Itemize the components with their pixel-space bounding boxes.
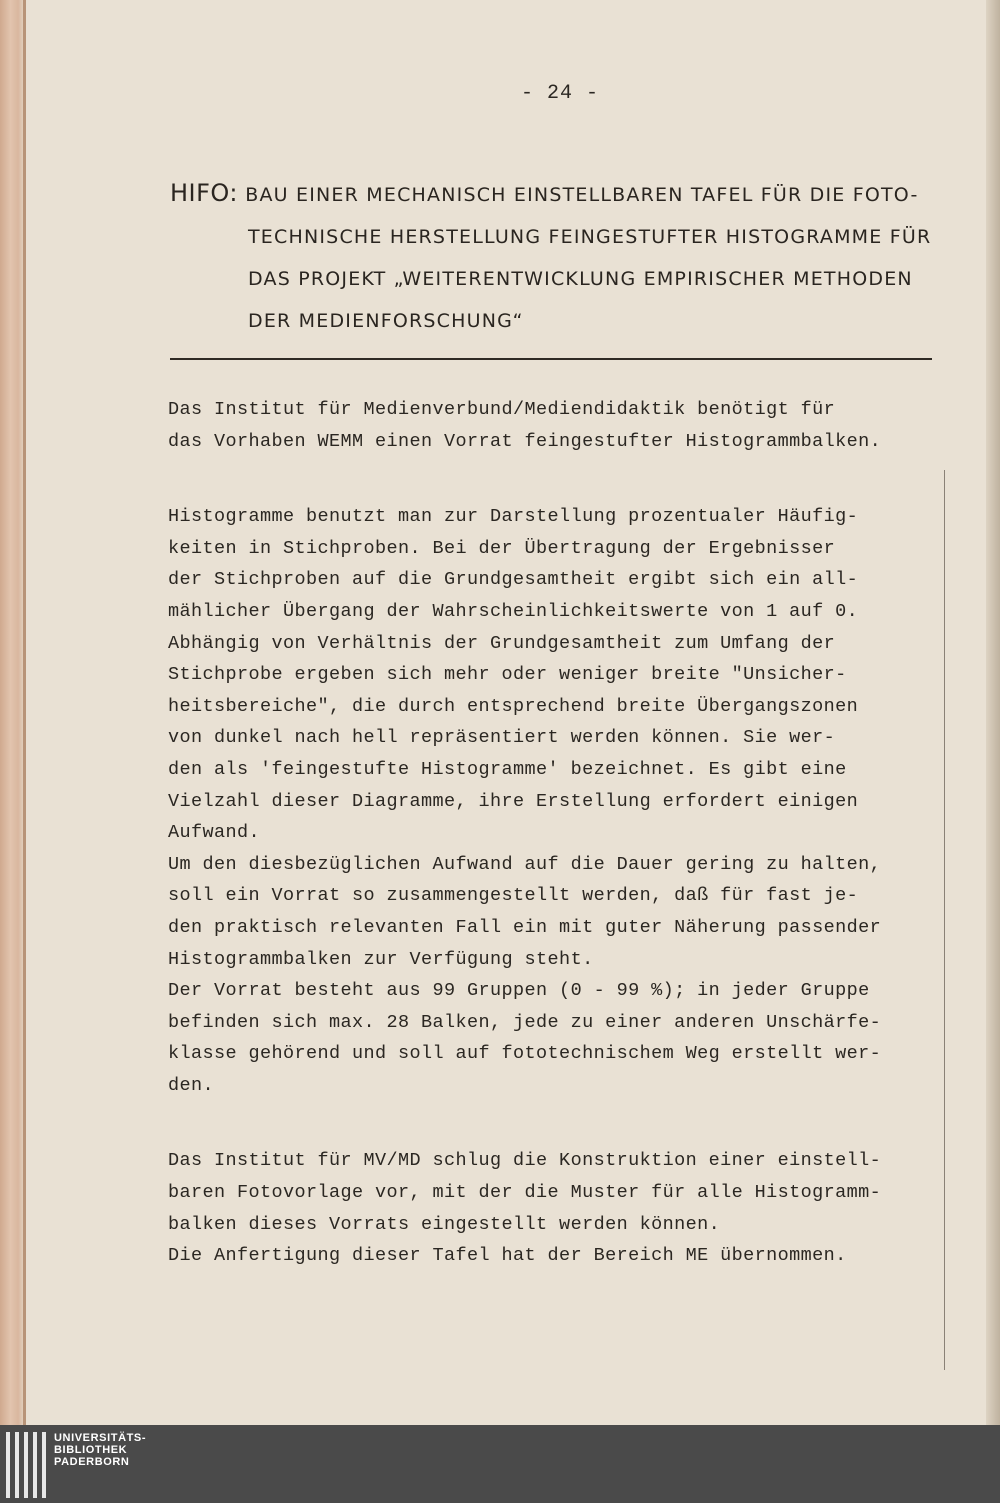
heading-prefix: HIFO: (170, 179, 238, 207)
text-line: balken dieses Vorrats eingestellt werden können. (168, 1213, 721, 1235)
paragraph-proposal (168, 1145, 958, 1271)
paragraph-intro (168, 394, 958, 457)
text-line: Stichprobe ergeben sich mehr oder weniger breite "Unsicher- (168, 664, 847, 686)
text-line: Aufwand. (168, 822, 261, 844)
text-line: Histogrammbalken zur Verfügung steht. (168, 948, 594, 970)
text-line: Das Institut für Medienverbund/Mediendidaktik benötigt für (168, 399, 836, 420)
footer-band (0, 1425, 1000, 1503)
heading-line-1 (170, 172, 940, 216)
text-line: Um den diesbezüglichen Aufwand auf die Dauer gering zu halten, (168, 853, 882, 875)
text-line: baren Fotovorlage vor, mit der die Muster für alle Histogramm- (168, 1182, 882, 1204)
body-text (168, 394, 958, 1272)
text-line: den praktisch relevanten Fall ein mit guter Näherung passender (168, 916, 882, 938)
heading-text: BAU EINER MECHANISCH EINSTELLBAREN TAFEL FÜR DIE FOTO- (245, 184, 919, 206)
text-line: der Stichproben auf die Grundgesamtheit ergibt sich ein all- (168, 569, 859, 591)
heading-line-4: DER MEDIENFORSCHUNG“ (248, 310, 524, 332)
text-line: das Vorhaben WEMM einen Vorrat feingestufter Histogrammbalken. (168, 430, 882, 452)
page-number: - 24 - (520, 82, 599, 105)
text-line: Histogramme benutzt man zur Darstellung prozentualer Häufig- (168, 506, 859, 528)
library-logo-icon (6, 1432, 46, 1498)
heading-line-2: TECHNISCHE HERSTELLUNG FEINGESTUFTER HISTOGRAMME FÜR (248, 226, 932, 248)
text-line: keiten in Stichproben. Bei der Übertragung der Ergebnisser (168, 537, 836, 559)
paragraph-histograms (168, 501, 958, 1101)
page-right-edge (986, 0, 1000, 1425)
text-line: Der Vorrat besteht aus 99 Gruppen (0 - 99 %); in jeder Gruppe (168, 980, 870, 1002)
document-heading (170, 172, 940, 342)
logo-line: UNIVERSITÄTS- (54, 1432, 147, 1444)
library-logo-text (54, 1432, 146, 1468)
text-line: den. (168, 1074, 215, 1096)
logo-line: BIBLIOTHEK (54, 1444, 128, 1456)
text-line: klasse gehörend und soll auf fototechnischem Weg erstellt wer- (168, 1043, 882, 1065)
text-line: den als 'feingestufte Histogramme' bezeichnet. Es gibt eine (168, 758, 847, 780)
text-line: Das Institut für MV/MD schlug die Konstruktion einer einstell- (168, 1150, 882, 1172)
text-line: Die Anfertigung dieser Tafel hat der Bereich ME übernommen. (168, 1245, 847, 1267)
text-line: heitsbereiche", die durch entsprechend breite Übergangszonen (168, 695, 859, 717)
text-line: soll ein Vorrat so zusammengestellt werden, daß für fast je- (168, 885, 859, 907)
text-line: mählicher Übergang der Wahrscheinlichkeitswerte von 1 auf 0. (168, 600, 859, 622)
logo-line: PADERBORN (54, 1456, 130, 1468)
heading-line-3: DAS PROJEKT „WEITERENTWICKLUNG EMPIRISCHER METHODEN (248, 268, 913, 290)
text-line: Abhängig von Verhältnis der Grundgesamtheit zum Umfang der (168, 632, 836, 654)
text-line: von dunkel nach hell repräsentiert werden können. Sie wer- (168, 727, 836, 749)
page-left-edge (0, 0, 26, 1425)
heading-underline (170, 358, 932, 360)
text-line: befinden sich max. 28 Balken, jede zu einer anderen Unschärfe- (168, 1011, 882, 1033)
text-line: Vielzahl dieser Diagramme, ihre Erstellung erfordert einigen (168, 790, 859, 812)
